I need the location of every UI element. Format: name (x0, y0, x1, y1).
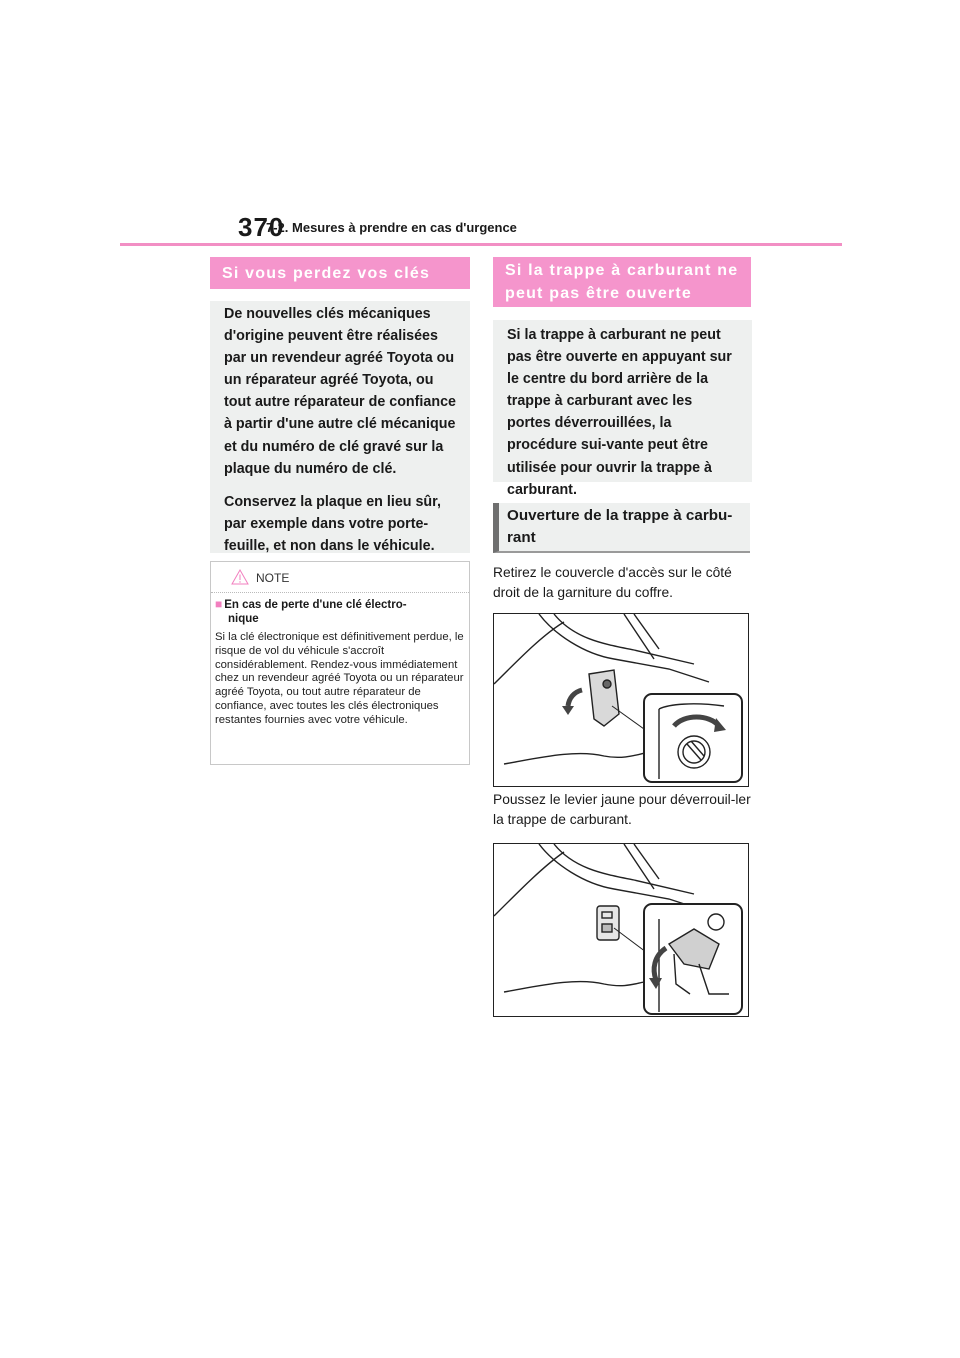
note-title-line-2: nique (228, 612, 259, 625)
figure-remove-access-cover (493, 613, 749, 787)
illustration-trunk-access-cover (494, 614, 748, 786)
section-heading-lost-keys-text: Si vous perdez vos clés (222, 264, 431, 282)
lost-keys-paragraph-1: De nouvelles clés mécaniques d'origine peuvent être réalisées par un revendeur agréé Toyota ou un réparateur agréé Toyota, ou tout autre réparateur de confiance à partir d'une autre clé mécanique et du numéro de clé gravé sur la plaque du numéro de clé. (224, 306, 456, 477)
fuel-door-intro-box (493, 320, 752, 498)
figure-push-yellow-lever (493, 843, 749, 1017)
chapter-title: 7-2. Mesures à prendre en cas d'urgence (266, 220, 517, 235)
note-divider (211, 592, 469, 593)
note-bullet-square-icon: ■ (215, 597, 223, 611)
note-title (215, 598, 465, 627)
lost-keys-info-box (210, 301, 470, 553)
section-heading-fuel-door-text: Si la trappe à carburant ne peut pas être ouverte (505, 262, 739, 302)
note-title-line-1: En cas de perte d'une clé électro- (224, 599, 407, 611)
section-heading-fuel-door (493, 257, 751, 307)
subheading-opening-fuel-door-text: Ouverture de la trappe à carbu-rant (507, 507, 733, 546)
step-1-text: Retirez le couvercle d'accès sur le côté droit de la garniture du coffre. (493, 565, 732, 600)
fuel-door-intro-text: Si la trappe à carburant ne peut pas être ouverte en appuyant sur le centre du bord arrière de la trappe à carburant avec les portes déverrouillées, la procédure sui-vante peut être utilisée pour ouvrir la trappe à carburant. (507, 327, 732, 498)
subheading-opening-fuel-door (493, 503, 750, 553)
note-box (210, 561, 470, 765)
page-number: 370 (238, 212, 285, 242)
section-heading-lost-keys (210, 257, 470, 289)
warning-triangle-icon (231, 569, 249, 585)
illustration-fuel-door-lever (494, 844, 748, 1016)
note-label: NOTE (256, 571, 290, 585)
note-body: Si la clé électronique est définitivement perdue, le risque de vol du véhicule s'accroît considérablement. Rendez-vous immédiatement chez un revendeur agréé Toyota ou un réparateur agréé Toyota, ou tout autre réparateur de confiance, avec toutes les clés électroniques restantes fournies avec votre véhicule. (215, 631, 464, 726)
step-2-text: Poussez le levier jaune pour déverrouil-ler la trappe de carburant. (493, 792, 751, 827)
lost-keys-paragraph-2: Conservez la plaque en lieu sûr, par exemple dans votre porte-feuille, et non dans le véhicule. (224, 493, 441, 554)
header-rule (120, 243, 842, 246)
